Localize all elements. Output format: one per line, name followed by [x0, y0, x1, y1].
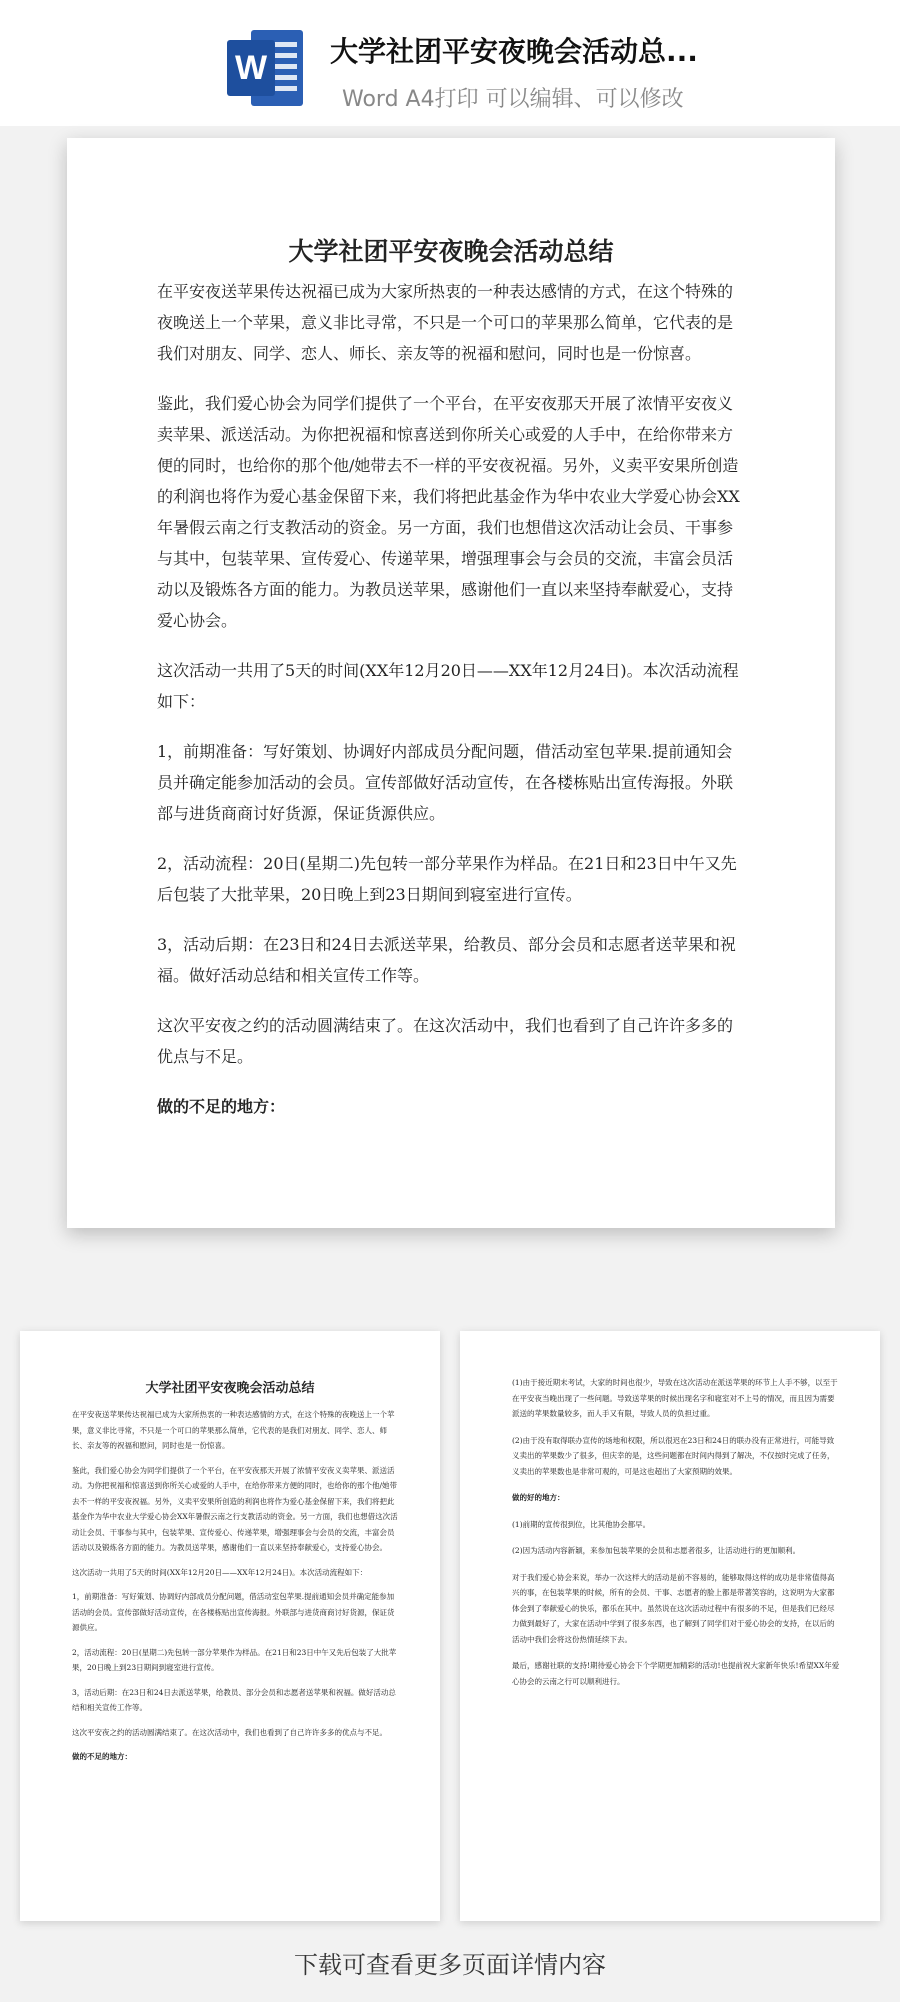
- doc-title: 大学社团平安夜晚会活动总结: [288, 237, 614, 266]
- doc-body: [157, 276, 745, 1141]
- paragraph: (1)前期的宣传很到位，比其他协会都早。: [512, 1519, 651, 1529]
- paragraph: 最后，感谢社联的支持!期待爱心协会下个学期更加精彩的活动!也提前祝大家新年快乐!希望XX年爱心协会的云南之行可以顺利进行。: [512, 1661, 840, 1686]
- paragraph: 这次活动一共用了5天的时间(XX年12月20日——XX年12月24日)。本次活动流程如下：: [72, 1567, 368, 1577]
- document-title-header: 大学社团平安夜晚会活动总...: [330, 35, 698, 68]
- paragraph: (1)由于接近期末考试，大家的时间也很少，导致在这次活动在派送苹果的环节上人手不够，以至于在平安夜当晚出现了一些问题。导致送苹果的时候出现名字和寝室对不上号的情况，而且因为需要派送的苹果数量较多，而人手又有限，导致人员的负担过重。: [512, 1378, 838, 1418]
- page-thumbnails: [0, 1263, 900, 2002]
- paragraph: (2)由于没有取得联办宣传的场地和权限，所以很迟在23日和24日的联办没有正常进行，可能导致义卖出的苹果数少了很多，但庆幸的是，这些问题都在时间内得到了解决，不仅按时完成了任务，义卖出的苹果数也是非常可观的，可是这也超出了大家预期的效果。: [512, 1435, 835, 1476]
- paragraph: 这次平安夜之约的活动圆满结束了。在这次活动中，我们也看到了自己许许多多的优点与不足。: [72, 1727, 387, 1737]
- main-page-preview: [67, 138, 835, 1228]
- paragraph: 3，活动后期：在23日和24日去派送苹果，给教员、部分会员和志愿者送苹果和祝福。做好活动总结和相关宣传工作等。: [157, 935, 736, 985]
- document-subtitle: Word A4打印 可以编辑、可以修改: [342, 87, 684, 112]
- section-heading: 做的不足的地方：: [72, 1752, 132, 1761]
- paragraph: 这次平安夜之约的活动圆满结束了。在这次活动中，我们也看到了自己许许多多的优点与不足。: [157, 1016, 734, 1066]
- thumb-doc-body: [72, 1407, 400, 1774]
- word-icon-letter: W: [234, 49, 268, 87]
- section-heading: 做的不足的地方：: [157, 1097, 286, 1116]
- paragraph: 这次活动一共用了5天的时间(XX年12月20日——XX年12月24日)。本次活动流程如下：: [157, 661, 739, 711]
- paragraph: 在平安夜送苹果传达祝福已成为大家所热衷的一种表达感情的方式，在这个特殊的夜晚送上一个苹果，意义非比寻常，不只是一个可口的苹果那么简单，它代表的是我们对朋友、同学、恋人、师长、亲友等的祝福和慰问，同时也是一份惊喜。: [72, 1410, 395, 1450]
- paragraph: 1，前期准备：写好策划、协调好内部成员分配问题，借活动室包苹果.提前通知会员并确定能参加活动的会员。宣传部做好活动宣传，在各楼栋贴出宣传海报。外联部与进货商商讨好货源，保证货源供应。: [157, 742, 734, 823]
- thumbnail-page-1[interactable]: [20, 1331, 440, 1921]
- thumb-doc-body: [512, 1375, 840, 1700]
- paragraph: 1，前期准备：写好策划、协调好内部成员分配问题，借活动室包苹果.提前通知会员并确定能参加活动的会员。宣传部做好活动宣传，在各楼栋贴出宣传海报。外联部与进货商商讨好货源，保证货源供应。: [72, 1592, 395, 1632]
- paragraph: 2，活动流程：20日(星期二)先包转一部分苹果作为样品。在21日和23日中午又先后包装了大批苹果，20日晚上到23日期间到寝室进行宣传。: [72, 1647, 397, 1672]
- paragraph: 在平安夜送苹果传达祝福已成为大家所热衷的一种表达感情的方式，在这个特殊的夜晚送上一个苹果，意义非比寻常，不只是一个可口的苹果那么简单，它代表的是我们对朋友、同学、恋人、师长、亲友等的祝福和慰问，同时也是一份惊喜。: [157, 282, 734, 363]
- paragraph: (2)因为活动内容新颖，来参加包装苹果的会员和志愿者很多，让活动进行的更加顺利。: [512, 1546, 801, 1555]
- paragraph: 鉴此，我们爱心协会为同学们提供了一个平台，在平安夜那天开展了浓情平安夜义卖苹果、派送活动。为你把祝福和惊喜送到你所关心或爱的人手中，在给你带来方便的同时，也给你的那个他/她带去不一样的平安夜祝福。另外，义卖平安果所创造的利润也将作为爱心基金保留下来，我们将把此基金作为华中农业大学爱心协会XX年暑假云南之行支教活动的资金。另一方面，我们也想借这次活动让会员、干事参与其中，包装苹果、宣传爱心、传递苹果，增强理事会与会员的交流，丰富会员活动以及锻炼各方面的能力。为教员送苹果，感谢他们一直以来坚持奉献爱心，支持爱心协会。: [72, 1465, 398, 1552]
- paragraph: 鉴此，我们爱心协会为同学们提供了一个平台，在平安夜那天开展了浓情平安夜义卖苹果、派送活动。为你把祝福和惊喜送到你所关心或爱的人手中，在给你带来方便的同时，也给你的那个他/她带去不一样的平安夜祝福。另外，义卖平安果所创造的利润也将作为爱心基金保留下来，我们将把此基金作为华中农业大学爱心协会XX年暑假云南之行支教活动的资金。另一方面，我们也想借这次活动让会员、干事参与其中，包装苹果、宣传爱心、传递苹果，增强理事会与会员的交流，丰富会员活动以及锻炼各方面的能力。为教员送苹果，感谢他们一直以来坚持奉献爱心，支持爱心协会。: [157, 394, 740, 630]
- paragraph: 3，活动后期：在23日和24日去派送苹果，给教员、部分会员和志愿者送苹果和祝福。做好活动总结和相关宣传工作等。: [72, 1687, 396, 1712]
- preview-header: [0, 0, 900, 126]
- thumbnail-page-2[interactable]: [460, 1331, 880, 1921]
- section-heading: 做的好的地方：: [512, 1493, 565, 1502]
- thumb-doc-title: 大学社团平安夜晚会活动总结: [145, 1381, 315, 1396]
- word-icon: [225, 26, 305, 110]
- paragraph: 对于我们爱心协会来说，举办一次这样大的活动是前不容易的，能够取得这样的成功是非常值得高兴的事，在包装苹果的时候，所有的会员、干事、志愿者的脸上都是带著笑容的，这说明为大家都体会到了奉献爱心的快乐，都乐在其中。虽然说在这次活动过程中有很多的不足，但是我们已经尽力做到最好了，大家在活动中学到了很多东西，也了解到了同学们对于爱心协会的支持，在以后的活动中我们会将这份热情延续下去。: [512, 1572, 835, 1644]
- paragraph: 2，活动流程：20日(星期二)先包转一部分苹果作为样品。在21日和23日中午又先后包装了大批苹果，20日晚上到23日期间到寝室进行宣传。: [157, 854, 737, 904]
- download-more-note[interactable]: 下载可查看更多页面详情内容: [294, 1951, 606, 1979]
